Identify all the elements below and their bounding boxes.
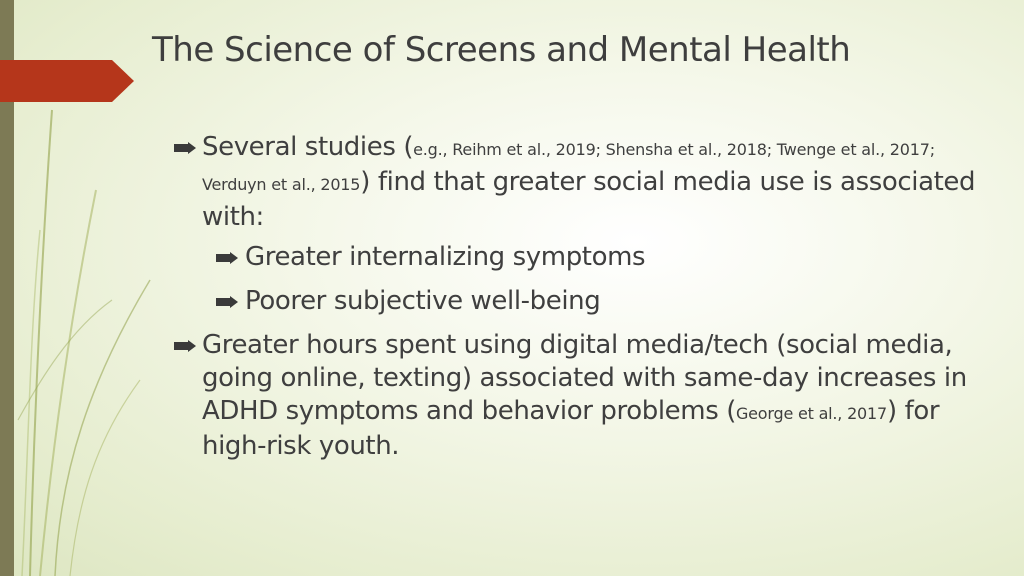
citation: George et al., 2017: [735, 404, 887, 423]
bullet-text: Several studies (: [202, 132, 414, 162]
arrow-bullet-icon: [216, 252, 238, 264]
sub-bullet-well-being: Poorer subjective well-being: [245, 286, 601, 316]
page-title: The Science of Screens and Mental Health: [152, 30, 851, 70]
arrow-bullet-icon: [174, 142, 196, 154]
bullet-text: ) for high-risk youth.: [202, 396, 940, 461]
bullet-digital-media-hours: [202, 329, 992, 463]
citation: e.g., Reihm et al., 2019; Shensha et al., 2018; Twenge et al., 2017; Verduyn et al., 2015: [202, 140, 935, 194]
bullet-text: ) find that greater social media use is associated with:: [202, 167, 976, 232]
bullet-social-media-studies: [202, 131, 992, 234]
bullet-text: Greater hours spent using digital media/tech (social media, going online, texting) associated with same-day increases in ADHD symptoms and behavior problems (: [202, 330, 967, 426]
sub-bullet-internalizing: Greater internalizing symptoms: [245, 242, 646, 272]
arrow-bullet-icon: [174, 340, 196, 352]
arrow-bullet-icon: [216, 296, 238, 308]
